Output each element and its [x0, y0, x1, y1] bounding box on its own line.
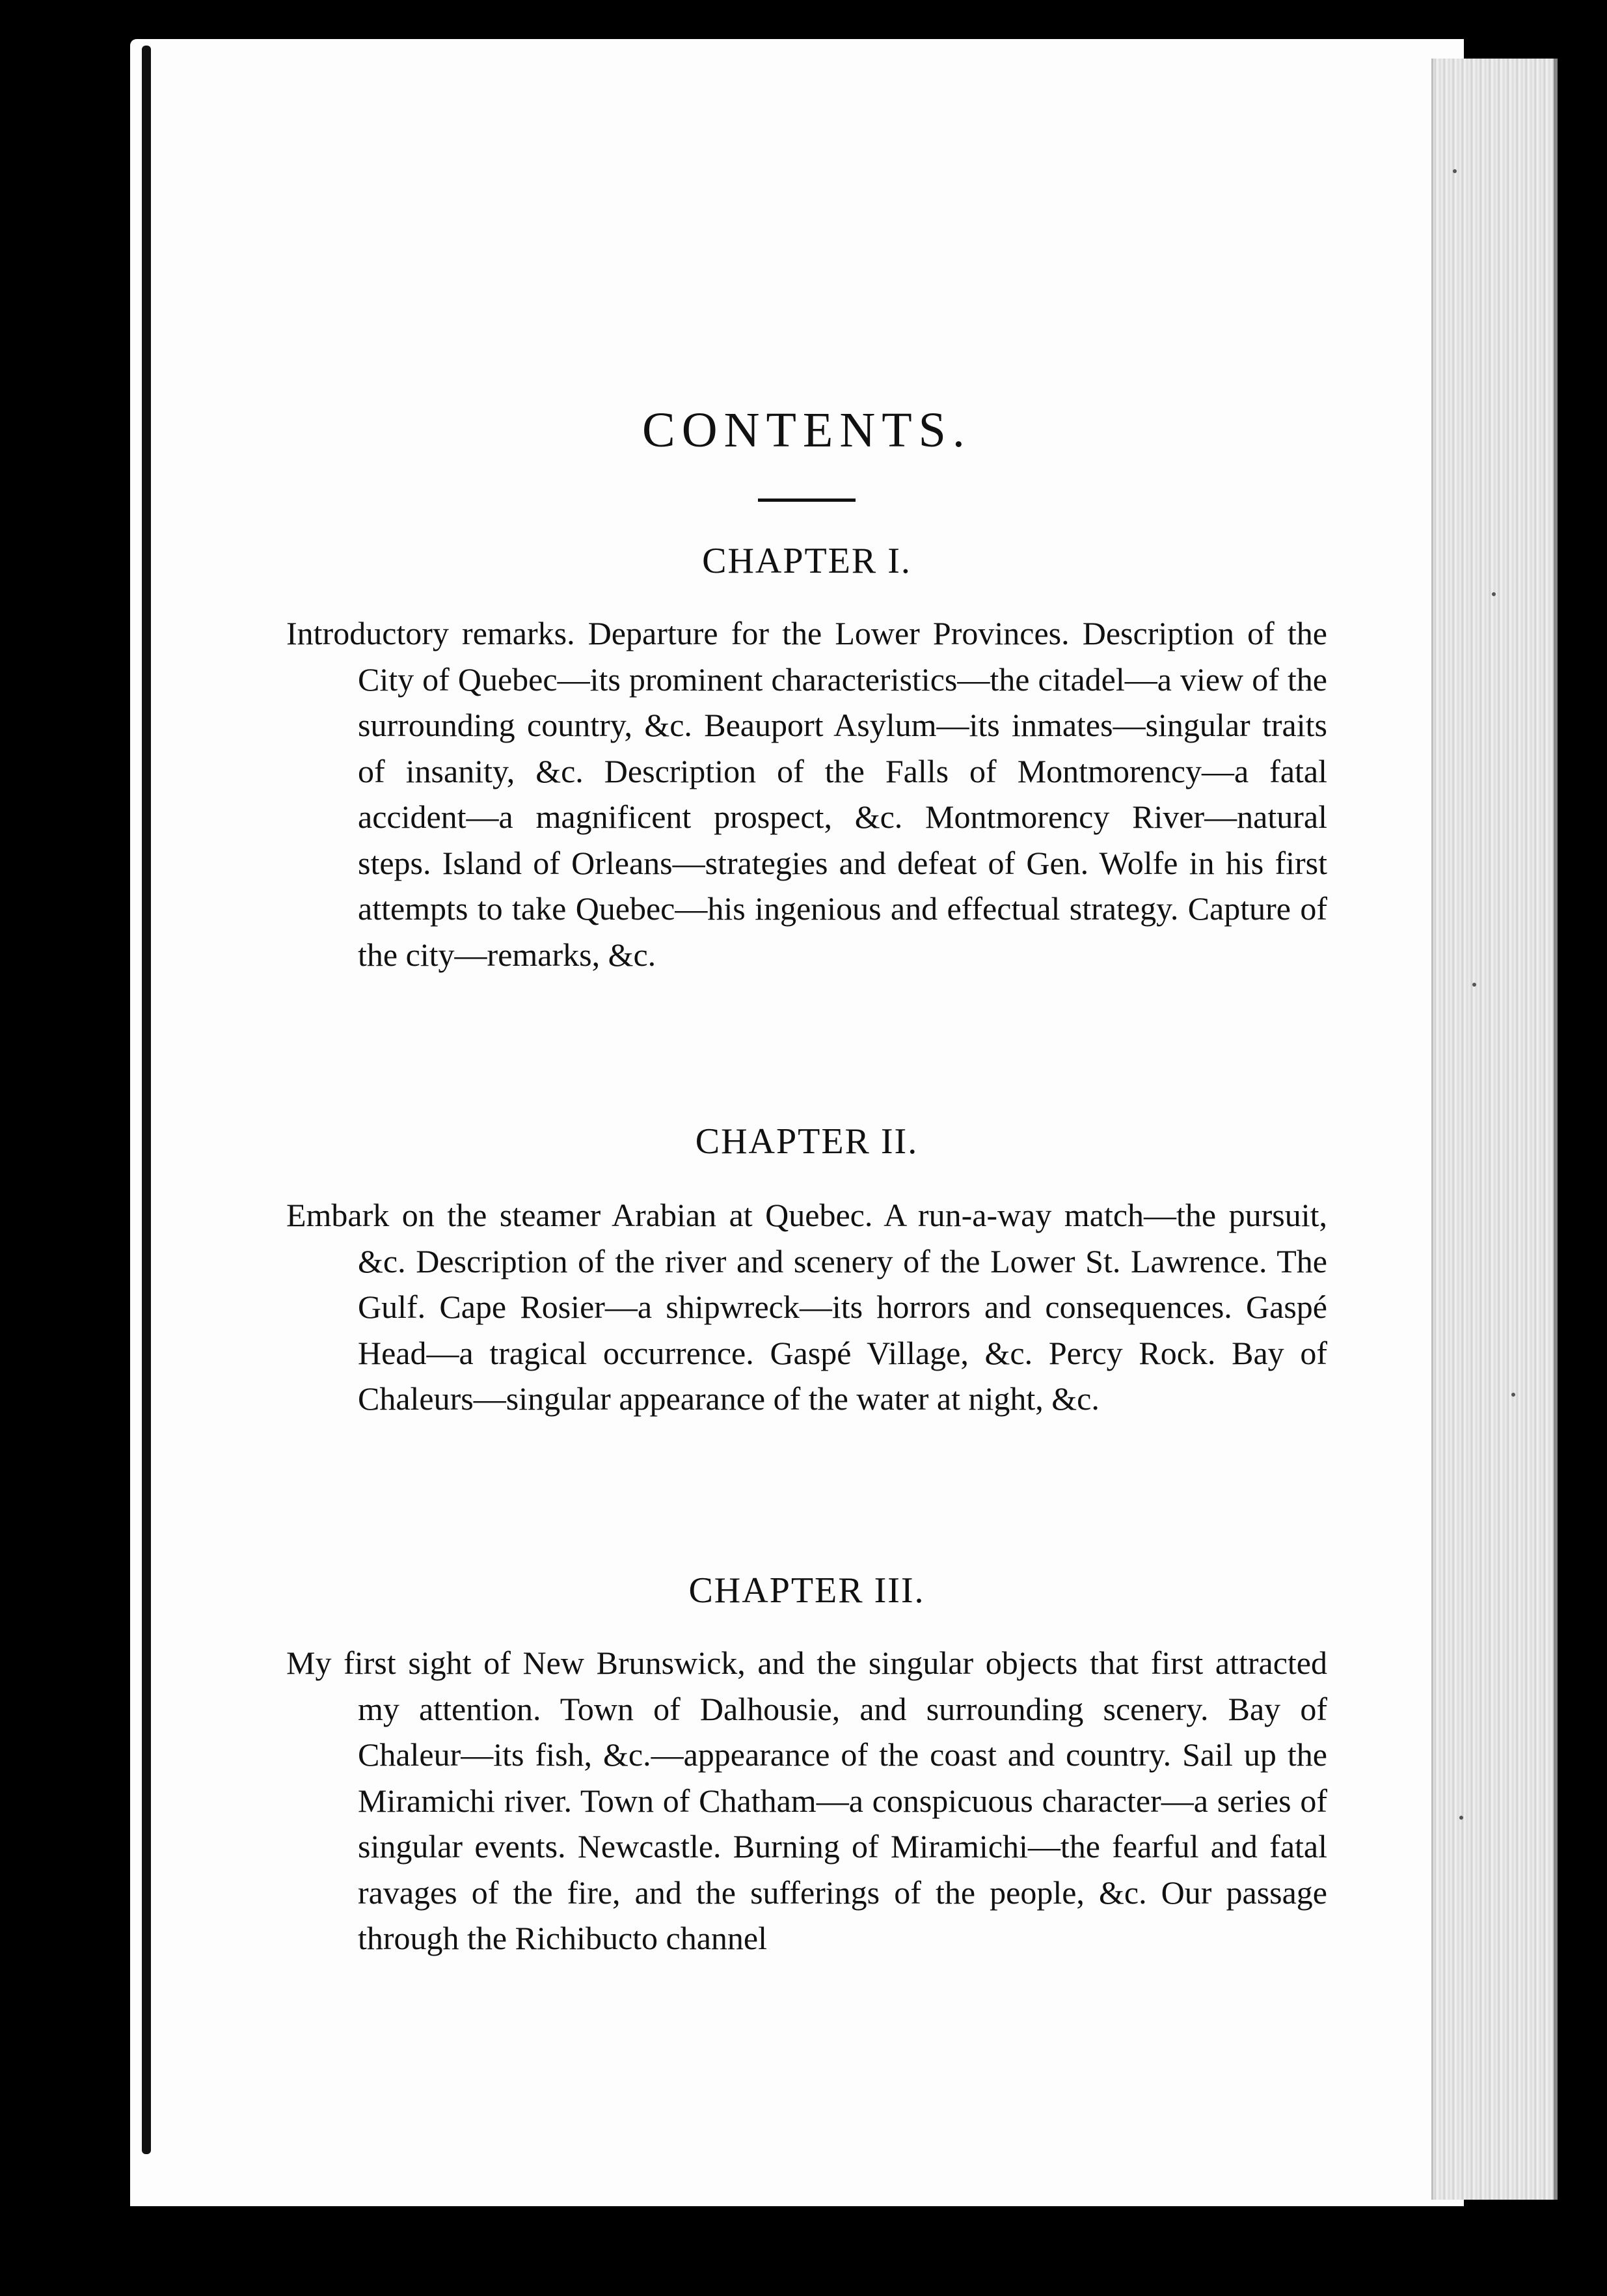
chapter-1-heading: CHAPTER I. [702, 541, 912, 581]
page-title: CONTENTS. [642, 403, 971, 458]
binding-gutter [142, 46, 151, 2154]
chapter-3-summary: My first sight of New Brunswick, and the singular objects that first attracted my attention. Town of Dalhousie, and surrounding scenery. Bay of Chaleur—its fish, &c.—appearance of the coast and country. Sail up the Miramichi river. Town of Chatham—a conspicuous character—a series of singular events. Newcastle. Burning of Miramichi—the fearful and fatal ravages of the fire, and the sufferings of the people, &c. Our passage through the Richibucto channel [286, 1645, 1327, 1956]
title-rule [758, 499, 856, 502]
chapter-2-summary: Embark on the steamer Arabian at Quebec. A run-a-way match—the pursuit, &c. Description of the river and scenery of the Lower St. Lawrence. The Gulf. Cape Rosier—a shipwreck—its horrors and consequences. Gaspé Head—a tragical occurrence. Gaspé Village, &c. Percy Rock. Bay of Chaleurs—singular appearance of the water at night, &c. [286, 1197, 1327, 1417]
chapter-2-heading: CHAPTER II. [695, 1121, 919, 1162]
chapter-1-summary: Introductory remarks. Departure for the Lower Provinces. Description of the City of Quebec—its prominent characteristics—the citadel—a view of the surrounding country, &c. Beauport Asylum—its inmates—singular traits of insanity, &c. Description of the Falls of Montmorency—a fatal accident—a magnificent prospect, &c. Montmorency River—natural steps. Island of Orleans—strategies and defeat of Gen. Wolfe in his first attempts to take Quebec—his ingenious and effectual strategy. Capture of the city—remarks, &c. [286, 615, 1327, 973]
scan-bottom-border [0, 2206, 1607, 2296]
chapter-3-heading: CHAPTER III. [688, 1570, 925, 1611]
page-edges [1431, 59, 1558, 2200]
scan-left-border [0, 0, 130, 2296]
